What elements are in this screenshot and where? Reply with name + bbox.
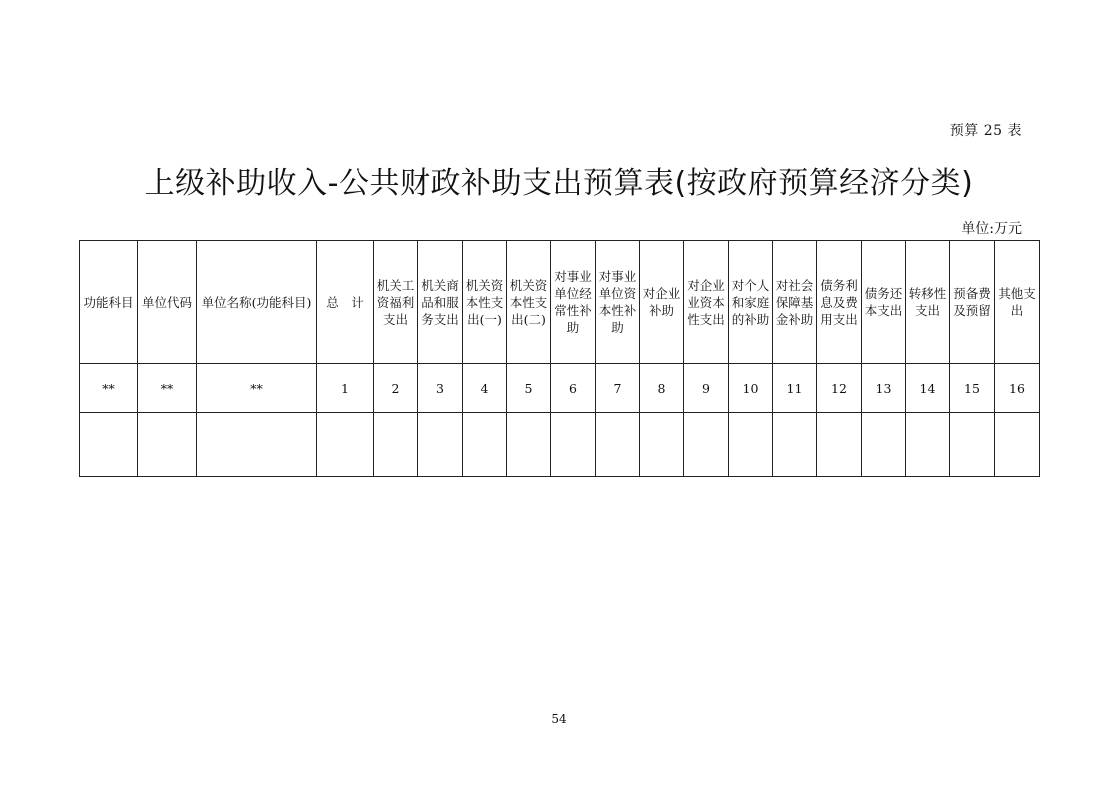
- header-cell: 单位名称(功能科目): [197, 241, 317, 364]
- table-number-label: 预算 25 表: [949, 123, 1022, 139]
- index-cell: 8: [640, 364, 684, 413]
- empty-cell: [817, 413, 862, 477]
- empty-cell: [507, 413, 551, 477]
- header-cell: 转移性支出: [906, 241, 950, 364]
- index-cell: 9: [684, 364, 729, 413]
- empty-cell: [773, 413, 817, 477]
- empty-data-row: [80, 413, 1040, 477]
- index-cell: 5: [507, 364, 551, 413]
- empty-cell: [906, 413, 950, 477]
- header-cell: 债务利息及费用支出: [817, 241, 862, 364]
- budget-table: [79, 240, 1040, 477]
- index-cell: 4: [463, 364, 507, 413]
- index-cell: 1: [317, 364, 374, 413]
- header-cell: 对事业单位经常性补助: [551, 241, 596, 364]
- index-cell: 6: [551, 364, 596, 413]
- index-cell: 10: [729, 364, 773, 413]
- empty-cell: [995, 413, 1040, 477]
- header-cell: 其他支出: [995, 241, 1040, 364]
- index-cell: 13: [862, 364, 906, 413]
- page-number: 54: [551, 712, 567, 726]
- empty-cell: [463, 413, 507, 477]
- column-index-row: [80, 364, 1040, 413]
- header-cell: 对社会保障基金补助: [773, 241, 817, 364]
- empty-cell: [862, 413, 906, 477]
- header-cell: 预备费及预留: [950, 241, 995, 364]
- index-cell: **: [197, 364, 317, 413]
- header-cell: 机关资本性支出(一): [463, 241, 507, 364]
- page-title: 上级补助收入-公共财政补助支出预算表(按政府预算经济分类): [144, 166, 974, 201]
- empty-cell: [80, 413, 138, 477]
- index-cell: 12: [817, 364, 862, 413]
- index-cell: 2: [374, 364, 418, 413]
- unit-label: 单位:万元: [961, 221, 1022, 237]
- header-cell: 机关资本性支出(二): [507, 241, 551, 364]
- header-cell: 对个人和家庭的补助: [729, 241, 773, 364]
- header-cell: 债务还本支出: [862, 241, 906, 364]
- header-cell: 机关工资福利支出: [374, 241, 418, 364]
- header-cell: 总 计: [317, 241, 374, 364]
- header-cell: 对企业补助: [640, 241, 684, 364]
- empty-cell: [684, 413, 729, 477]
- header-cell: 对事业单位资本性补助: [596, 241, 640, 364]
- header-cell: 功能科目: [80, 241, 138, 364]
- index-cell: 3: [418, 364, 463, 413]
- empty-cell: [197, 413, 317, 477]
- empty-cell: [729, 413, 773, 477]
- empty-cell: [374, 413, 418, 477]
- index-cell: 7: [596, 364, 640, 413]
- empty-cell: [640, 413, 684, 477]
- index-cell: 11: [773, 364, 817, 413]
- empty-cell: [138, 413, 197, 477]
- header-cell: 机关商品和服务支出: [418, 241, 463, 364]
- empty-cell: [551, 413, 596, 477]
- index-cell: 14: [906, 364, 950, 413]
- index-cell: **: [138, 364, 197, 413]
- index-cell: 16: [995, 364, 1040, 413]
- empty-cell: [950, 413, 995, 477]
- header-cell: 单位代码: [138, 241, 197, 364]
- header-cell: 对企业业资本性支出: [684, 241, 729, 364]
- index-cell: 15: [950, 364, 995, 413]
- empty-cell: [317, 413, 374, 477]
- header-row: [80, 241, 1040, 364]
- empty-cell: [418, 413, 463, 477]
- index-cell: **: [80, 364, 138, 413]
- empty-cell: [596, 413, 640, 477]
